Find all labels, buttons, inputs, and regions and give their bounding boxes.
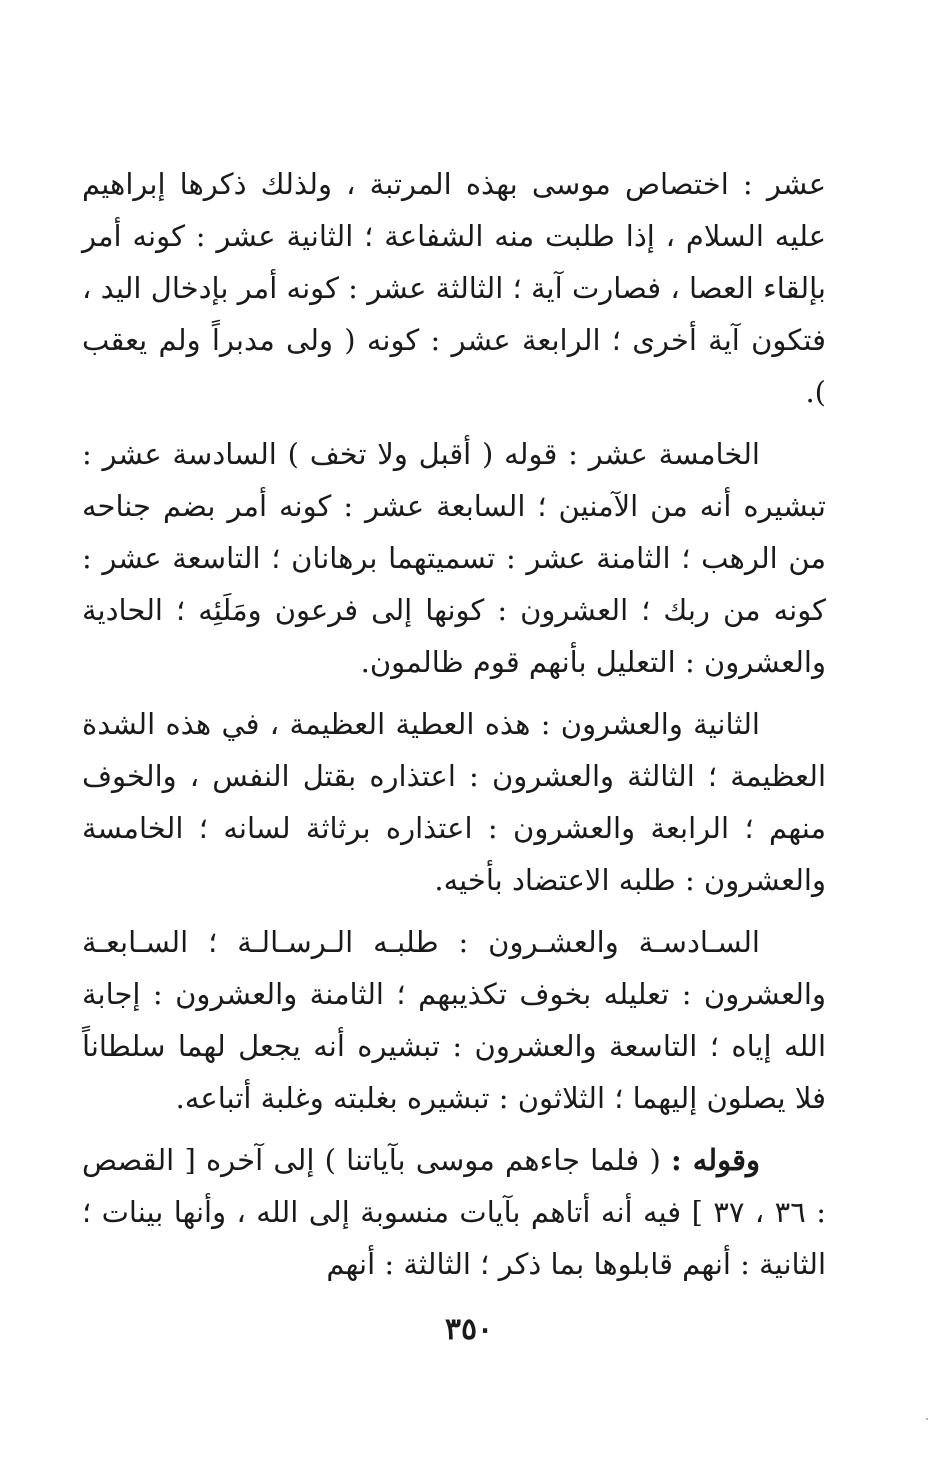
paragraph-3: الثانية والعشرون : هذه العطية العظيمة ، في هذه الشدة العظيمة ؛ الثالثة والعشرون : اعتذاره بقتل النفس ، والخوف منهم ؛ الرابعة والعشرون : اعتذاره برثاثة لسانه ؛ الخامسة والعشرون : طلبه الاعتضاد بأخيه.: [82, 707, 826, 897]
scan-speck: [926, 1418, 928, 1420]
paragraph-1: عشر : اختصاص موسى بهذه المرتبة ، ولذلك ذكرها إبراهيم عليه السلام ، إذا طلبت منه الشفاعة ؛ الثانية عشر : كونه أمر بإلقاء العصا ، فصارت آية ؛ الثالثة عشر : كونه أمر بإدخال اليد ، فتكون آية أخرى ؛ الرابعة عشر : كونه ( ولى مدبراً ولم يعقب ).: [82, 167, 826, 409]
body-text: [82, 158, 826, 1300]
paragraph-4: السـادسـة والعشـرون : طلبـه الـرسـالـة ؛ السـابعـة والعشرون : تعليله بخوف تكذيبهم ؛ الثامنة والعشرون : إجابة الله إياه ؛ التاسعة والعشرون : تبشيره أنه يجعل لهما سلطاناً فلا يصلون إليهما ؛ الثلاثون : تبشيره بغلبته وغلبة أتباعه.: [82, 925, 826, 1115]
paragraph-5-text: ( فلما جاءهم موسى بآياتنا ) إلى آخره [ القصص : ٣٦ ، ٣٧ ] فيه أنه أتاهم بآيات منسوبة إلى الله ، وأنها بينات ؛ الثانية : أنهم قابلوها بما ذكر ؛ الثالثة : أنهم: [82, 1143, 826, 1281]
paragraph-5: [82, 1134, 826, 1290]
paragraph-2: الخامسة عشر : قوله ( أقبل ولا تخف ) السادسة عشر : تبشيره أنه من الآمنين ؛ السابعة عشر : كونه أمر بضم جناحه من الرهب ؛ الثامنة عشر : تسميتهما برهانان ؛ التاسعة عشر : كونه من ربك ؛ العشرون : كونها إلى فرعون ومَلَئِه ؛ الحادية والعشرون : التعليل بأنهم قوم ظالمون.: [82, 437, 826, 679]
page-number: ٣٥٠: [444, 1312, 494, 1347]
paragraph-5-lead: وقوله :: [670, 1143, 760, 1177]
